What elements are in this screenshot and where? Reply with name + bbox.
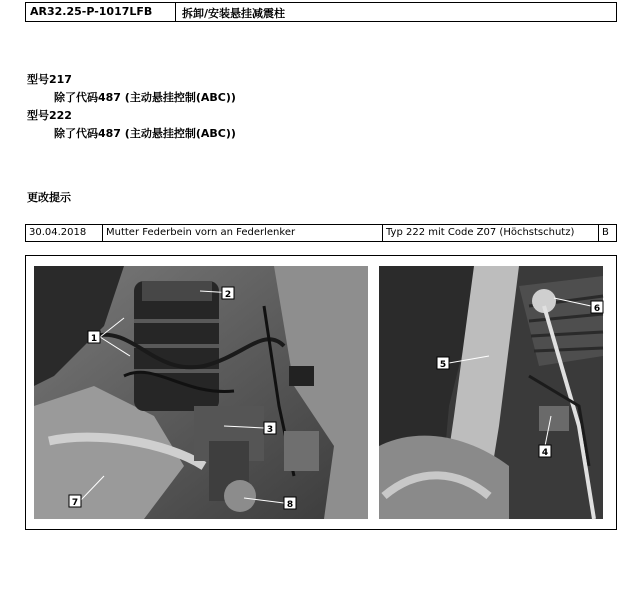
callout-3-leader [224, 426, 264, 428]
callout-4-leader [545, 416, 551, 446]
callout-8-leader [244, 498, 284, 503]
callout-1-leader-a [100, 318, 124, 337]
model-217-exclusion: 除了代码487 (主动悬挂控制(ABC)) [54, 91, 236, 104]
model-217: 型号217 [27, 73, 72, 86]
document-title: 拆卸/安装悬挂减震柱 [182, 7, 286, 20]
change-notes-title: 更改提示 [27, 191, 71, 204]
callout-7-leader [81, 476, 104, 500]
callout-1-leader-b [100, 337, 130, 356]
callout-7: 7 [71, 498, 79, 508]
model-222-exclusion: 除了代码487 (主动悬挂控制(ABC)) [54, 127, 236, 140]
change-date: 30.04.2018 [26, 225, 103, 241]
document-id: AR32.25-P-1017LFB [26, 3, 176, 21]
change-notes-table [25, 224, 617, 242]
callout-6-leader [554, 298, 591, 306]
change-subject: Mutter Federbein vorn an Federlenker [103, 225, 383, 241]
callout-6: 6 [593, 304, 601, 314]
callout-3: 3 [266, 425, 274, 435]
model-222: 型号222 [27, 109, 72, 122]
callout-5-leader [449, 356, 489, 363]
right-callouts [379, 266, 603, 519]
callout-5: 5 [439, 360, 447, 370]
document-header [25, 2, 617, 22]
callout-1: 1 [90, 334, 98, 344]
callout-2: 2 [224, 290, 232, 300]
left-callouts [34, 266, 368, 519]
change-extra: B [602, 227, 609, 238]
callout-4: 4 [541, 448, 549, 458]
callout-8: 8 [286, 500, 294, 510]
change-scope: Typ 222 mit Code Z07 (Höchstschutz) [383, 225, 599, 241]
